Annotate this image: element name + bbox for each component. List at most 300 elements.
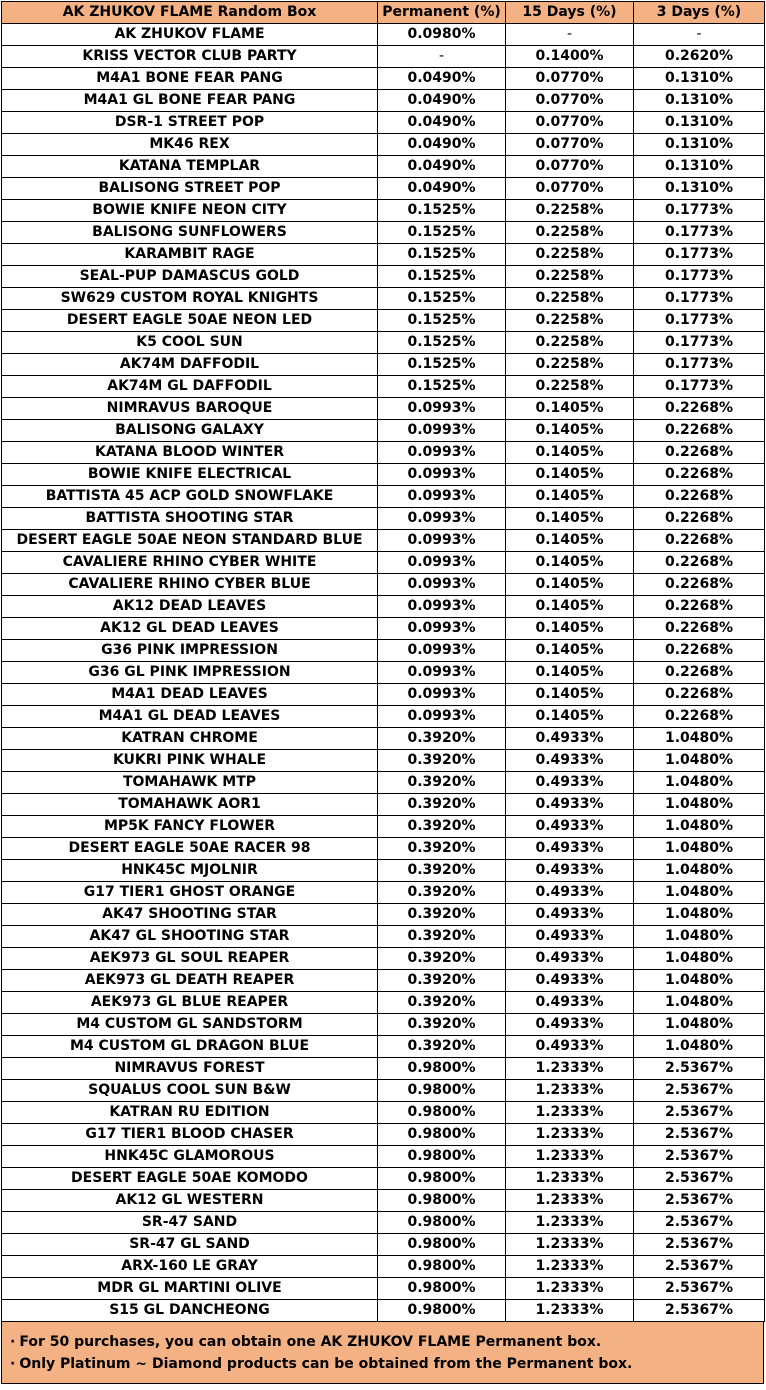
table-row (2, 618, 765, 640)
table-row (2, 68, 765, 90)
permanent-cell: 0.9800% (378, 1080, 506, 1102)
item-name-cell: M4 CUSTOM GL SANDSTORM (2, 1014, 378, 1036)
days-3-cell: 1.0480% (634, 992, 765, 1014)
table-row (2, 376, 765, 398)
days-15-cell: 0.4933% (506, 948, 634, 970)
days-3-cell: 1.0480% (634, 794, 765, 816)
table-row (2, 882, 765, 904)
permanent-cell: 0.9800% (378, 1102, 506, 1124)
table-row (2, 288, 765, 310)
days-3-cell: 2.5367% (634, 1234, 765, 1256)
days-15-cell: 0.2258% (506, 288, 634, 310)
table-row (2, 552, 765, 574)
table-row (2, 684, 765, 706)
item-name-cell: BOWIE KNIFE ELECTRICAL (2, 464, 378, 486)
table-row (2, 728, 765, 750)
item-name-cell: SR-47 GL SAND (2, 1234, 378, 1256)
item-name-cell: BATTISTA 45 ACP GOLD SNOWFLAKE (2, 486, 378, 508)
table-row (2, 1080, 765, 1102)
permanent-cell: 0.3920% (378, 948, 506, 970)
permanent-cell: 0.1525% (378, 288, 506, 310)
days-3-cell: 0.2268% (634, 662, 765, 684)
days-3-cell: 0.2268% (634, 618, 765, 640)
probability-sheet (1, 1, 764, 1384)
permanent-cell: 0.1525% (378, 222, 506, 244)
item-name-cell: CAVALIERE RHINO CYBER BLUE (2, 574, 378, 596)
days-3-cell: - (634, 24, 765, 46)
table-row (2, 90, 765, 112)
days-15-cell: 0.4933% (506, 904, 634, 926)
permanent-cell: 0.0993% (378, 464, 506, 486)
permanent-cell: 0.3920% (378, 1036, 506, 1058)
item-name-cell: AK74M GL DAFFODIL (2, 376, 378, 398)
days-15-cell: 1.2333% (506, 1102, 634, 1124)
item-name-cell: S15 GL DANCHEONG (2, 1300, 378, 1322)
table-row (2, 706, 765, 728)
days-3-cell: 0.1773% (634, 376, 765, 398)
days-15-cell: 0.1405% (506, 706, 634, 728)
permanent-cell: 0.3920% (378, 816, 506, 838)
permanent-cell: 0.9800% (378, 1146, 506, 1168)
table-row (2, 1014, 765, 1036)
permanent-cell: 0.9800% (378, 1190, 506, 1212)
days-3-cell: 2.5367% (634, 1190, 765, 1212)
item-name-cell: KATRAN CHROME (2, 728, 378, 750)
table-row (2, 134, 765, 156)
permanent-cell: 0.0993% (378, 640, 506, 662)
days-3-cell: 0.2268% (634, 398, 765, 420)
item-name-cell: M4A1 GL BONE FEAR PANG (2, 90, 378, 112)
table-row (2, 1190, 765, 1212)
item-name-cell: AK12 GL DEAD LEAVES (2, 618, 378, 640)
table-row (2, 1278, 765, 1300)
permanent-cell: 0.3920% (378, 970, 506, 992)
table-row (2, 1212, 765, 1234)
days-3-cell: 2.5367% (634, 1146, 765, 1168)
item-name-cell: G36 GL PINK IMPRESSION (2, 662, 378, 684)
item-name-cell: BALISONG STREET POP (2, 178, 378, 200)
days-3-cell: 0.2268% (634, 442, 765, 464)
days-3-cell: 0.2268% (634, 706, 765, 728)
table-row (2, 1256, 765, 1278)
days-15-cell: 1.2333% (506, 1146, 634, 1168)
table-row (2, 1058, 765, 1080)
table-row (2, 1146, 765, 1168)
days-15-cell: 0.1405% (506, 662, 634, 684)
permanent-cell: 0.1525% (378, 376, 506, 398)
days-15-cell: 0.2258% (506, 244, 634, 266)
days-3-cell: 1.0480% (634, 926, 765, 948)
days-3-cell: 1.0480% (634, 816, 765, 838)
days-3-cell: 0.2268% (634, 486, 765, 508)
days-15-cell: 0.0770% (506, 134, 634, 156)
bullet-icon: · (10, 1356, 16, 1372)
days-15-cell: 0.4933% (506, 860, 634, 882)
permanent-cell: 0.1525% (378, 200, 506, 222)
days-15-cell: - (506, 24, 634, 46)
days-15-cell: 0.2258% (506, 222, 634, 244)
table-row (2, 1300, 765, 1322)
table-row (2, 838, 765, 860)
probability-table (1, 1, 765, 1322)
table-row (2, 926, 765, 948)
notes-box (1, 1322, 764, 1384)
days-15-cell: 1.2333% (506, 1190, 634, 1212)
days-15-cell: 0.1405% (506, 464, 634, 486)
permanent-cell: 0.3920% (378, 904, 506, 926)
days-3-cell: 2.5367% (634, 1058, 765, 1080)
permanent-cell: 0.9800% (378, 1300, 506, 1322)
table-row (2, 178, 765, 200)
item-name-cell: ARX-160 LE GRAY (2, 1256, 378, 1278)
item-name-cell: DESERT EAGLE 50AE NEON STANDARD BLUE (2, 530, 378, 552)
item-name-cell: AK ZHUKOV FLAME (2, 24, 378, 46)
permanent-cell: 0.0993% (378, 706, 506, 728)
days-3-cell: 1.0480% (634, 970, 765, 992)
days-3-cell: 0.2620% (634, 46, 765, 68)
permanent-cell: 0.3920% (378, 992, 506, 1014)
item-name-cell: AK47 GL SHOOTING STAR (2, 926, 378, 948)
header-row (2, 2, 765, 24)
item-name-cell: BALISONG SUNFLOWERS (2, 222, 378, 244)
days-15-cell: 0.1405% (506, 420, 634, 442)
permanent-cell: 0.9800% (378, 1058, 506, 1080)
days-3-cell: 1.0480% (634, 750, 765, 772)
note-text: Only Platinum ~ Diamond products can be obtained from the Permanent box. (19, 1356, 633, 1372)
days-15-cell: 0.4933% (506, 794, 634, 816)
days-15-cell: 0.0770% (506, 68, 634, 90)
item-name-cell: M4A1 DEAD LEAVES (2, 684, 378, 706)
table-row (2, 574, 765, 596)
item-name-cell: AK12 DEAD LEAVES (2, 596, 378, 618)
table-row (2, 310, 765, 332)
permanent-cell: 0.3920% (378, 1014, 506, 1036)
header-item-name: AK ZHUKOV FLAME Random Box (2, 2, 378, 24)
table-row (2, 1124, 765, 1146)
days-3-cell: 1.0480% (634, 948, 765, 970)
days-3-cell: 2.5367% (634, 1212, 765, 1234)
item-name-cell: DESERT EAGLE 50AE NEON LED (2, 310, 378, 332)
table-row (2, 772, 765, 794)
permanent-cell: 0.3920% (378, 794, 506, 816)
header-3-days: 3 Days (%) (634, 2, 765, 24)
item-name-cell: MK46 REX (2, 134, 378, 156)
permanent-cell: 0.9800% (378, 1256, 506, 1278)
days-15-cell: 0.1405% (506, 640, 634, 662)
days-3-cell: 0.2268% (634, 574, 765, 596)
item-name-cell: AEK973 GL DEATH REAPER (2, 970, 378, 992)
item-name-cell: CAVALIERE RHINO CYBER WHITE (2, 552, 378, 574)
days-15-cell: 1.2333% (506, 1124, 634, 1146)
days-3-cell: 0.2268% (634, 420, 765, 442)
days-3-cell: 0.1310% (634, 68, 765, 90)
days-3-cell: 1.0480% (634, 860, 765, 882)
days-15-cell: 0.0770% (506, 90, 634, 112)
days-15-cell: 0.4933% (506, 816, 634, 838)
days-15-cell: 0.4933% (506, 992, 634, 1014)
permanent-cell: 0.3920% (378, 772, 506, 794)
permanent-cell: 0.1525% (378, 266, 506, 288)
table-row (2, 970, 765, 992)
table-row (2, 1234, 765, 1256)
days-15-cell: 1.2333% (506, 1300, 634, 1322)
permanent-cell: 0.0490% (378, 178, 506, 200)
item-name-cell: TOMAHAWK AOR1 (2, 794, 378, 816)
days-15-cell: 0.4933% (506, 926, 634, 948)
days-15-cell: 0.2258% (506, 354, 634, 376)
days-3-cell: 0.1773% (634, 200, 765, 222)
days-15-cell: 0.2258% (506, 310, 634, 332)
days-3-cell: 0.2268% (634, 640, 765, 662)
permanent-cell: 0.0993% (378, 486, 506, 508)
days-15-cell: 0.4933% (506, 882, 634, 904)
table-row (2, 750, 765, 772)
days-15-cell: 0.4933% (506, 838, 634, 860)
days-3-cell: 2.5367% (634, 1300, 765, 1322)
days-15-cell: 0.4933% (506, 970, 634, 992)
permanent-cell: 0.0993% (378, 442, 506, 464)
days-15-cell: 0.1405% (506, 596, 634, 618)
header-permanent: Permanent (%) (378, 2, 506, 24)
table-row (2, 24, 765, 46)
permanent-cell: 0.0993% (378, 618, 506, 640)
table-row (2, 156, 765, 178)
days-15-cell: 1.2333% (506, 1234, 634, 1256)
permanent-cell: 0.0980% (378, 24, 506, 46)
table-row (2, 332, 765, 354)
days-3-cell: 0.1773% (634, 244, 765, 266)
days-3-cell: 0.1773% (634, 288, 765, 310)
item-name-cell: KATANA TEMPLAR (2, 156, 378, 178)
days-3-cell: 0.2268% (634, 596, 765, 618)
days-3-cell: 0.1773% (634, 222, 765, 244)
days-15-cell: 1.2333% (506, 1080, 634, 1102)
table-row (2, 1168, 765, 1190)
table-row (2, 794, 765, 816)
days-15-cell: 0.1405% (506, 398, 634, 420)
item-name-cell: SQUALUS COOL SUN B&W (2, 1080, 378, 1102)
permanent-cell: 0.0490% (378, 156, 506, 178)
header-15-days: 15 Days (%) (506, 2, 634, 24)
days-15-cell: 0.0770% (506, 156, 634, 178)
permanent-cell: 0.3920% (378, 926, 506, 948)
item-name-cell: AK74M DAFFODIL (2, 354, 378, 376)
item-name-cell: KARAMBIT RAGE (2, 244, 378, 266)
days-15-cell: 0.2258% (506, 376, 634, 398)
item-name-cell: MDR GL MARTINI OLIVE (2, 1278, 378, 1300)
item-name-cell: KUKRI PINK WHALE (2, 750, 378, 772)
days-15-cell: 0.1400% (506, 46, 634, 68)
permanent-cell: 0.3920% (378, 882, 506, 904)
item-name-cell: KATANA BLOOD WINTER (2, 442, 378, 464)
days-3-cell: 0.1310% (634, 90, 765, 112)
permanent-cell: 0.0490% (378, 90, 506, 112)
item-name-cell: NIMRAVUS BAROQUE (2, 398, 378, 420)
table-row (2, 508, 765, 530)
days-3-cell: 0.2268% (634, 508, 765, 530)
permanent-cell: 0.0490% (378, 112, 506, 134)
table-row (2, 398, 765, 420)
table-row (2, 948, 765, 970)
item-name-cell: BOWIE KNIFE NEON CITY (2, 200, 378, 222)
table-row (2, 992, 765, 1014)
table-row (2, 486, 765, 508)
days-3-cell: 0.1773% (634, 332, 765, 354)
days-15-cell: 0.4933% (506, 1014, 634, 1036)
days-15-cell: 0.2258% (506, 266, 634, 288)
permanent-cell: 0.0993% (378, 530, 506, 552)
permanent-cell: 0.9800% (378, 1168, 506, 1190)
item-name-cell: BATTISTA SHOOTING STAR (2, 508, 378, 530)
days-3-cell: 1.0480% (634, 1036, 765, 1058)
permanent-cell: 0.0490% (378, 68, 506, 90)
table-row (2, 200, 765, 222)
item-name-cell: KRISS VECTOR CLUB PARTY (2, 46, 378, 68)
days-3-cell: 0.2268% (634, 684, 765, 706)
permanent-cell: 0.1525% (378, 310, 506, 332)
days-3-cell: 0.1773% (634, 266, 765, 288)
permanent-cell: 0.0490% (378, 134, 506, 156)
item-name-cell: KATRAN RU EDITION (2, 1102, 378, 1124)
table-body (2, 24, 765, 1322)
item-name-cell: G17 TIER1 GHOST ORANGE (2, 882, 378, 904)
days-3-cell: 0.2268% (634, 530, 765, 552)
days-15-cell: 0.2258% (506, 332, 634, 354)
table-row (2, 530, 765, 552)
item-name-cell: G17 TIER1 BLOOD CHASER (2, 1124, 378, 1146)
permanent-cell: - (378, 46, 506, 68)
permanent-cell: 0.3920% (378, 750, 506, 772)
item-name-cell: NIMRAVUS FOREST (2, 1058, 378, 1080)
permanent-cell: 0.1525% (378, 244, 506, 266)
permanent-cell: 0.1525% (378, 354, 506, 376)
days-3-cell: 0.1773% (634, 354, 765, 376)
days-15-cell: 0.4933% (506, 1036, 634, 1058)
table-row (2, 1102, 765, 1124)
item-name-cell: K5 COOL SUN (2, 332, 378, 354)
days-15-cell: 1.2333% (506, 1278, 634, 1300)
permanent-cell: 0.9800% (378, 1278, 506, 1300)
days-3-cell: 1.0480% (634, 882, 765, 904)
item-name-cell: M4 CUSTOM GL DRAGON BLUE (2, 1036, 378, 1058)
days-3-cell: 2.5367% (634, 1124, 765, 1146)
permanent-cell: 0.9800% (378, 1212, 506, 1234)
days-15-cell: 0.1405% (506, 508, 634, 530)
table-row (2, 420, 765, 442)
table-row (2, 354, 765, 376)
permanent-cell: 0.0993% (378, 574, 506, 596)
days-15-cell: 0.1405% (506, 684, 634, 706)
permanent-cell: 0.0993% (378, 508, 506, 530)
days-15-cell: 0.1405% (506, 486, 634, 508)
days-3-cell: 0.2268% (634, 552, 765, 574)
days-3-cell: 2.5367% (634, 1102, 765, 1124)
permanent-cell: 0.3920% (378, 838, 506, 860)
item-name-cell: HNK45C MJOLNIR (2, 860, 378, 882)
permanent-cell: 0.3920% (378, 860, 506, 882)
table-row (2, 112, 765, 134)
item-name-cell: M4A1 BONE FEAR PANG (2, 68, 378, 90)
table-row (2, 266, 765, 288)
permanent-cell: 0.0993% (378, 420, 506, 442)
days-15-cell: 1.2333% (506, 1212, 634, 1234)
permanent-cell: 0.9800% (378, 1234, 506, 1256)
days-3-cell: 1.0480% (634, 838, 765, 860)
days-15-cell: 0.4933% (506, 728, 634, 750)
days-3-cell: 0.2268% (634, 464, 765, 486)
permanent-cell: 0.3920% (378, 728, 506, 750)
permanent-cell: 0.9800% (378, 1124, 506, 1146)
days-3-cell: 1.0480% (634, 772, 765, 794)
item-name-cell: DSR-1 STREET POP (2, 112, 378, 134)
table-row (2, 816, 765, 838)
days-3-cell: 2.5367% (634, 1256, 765, 1278)
table-row (2, 46, 765, 68)
days-15-cell: 0.1405% (506, 530, 634, 552)
table-row (2, 596, 765, 618)
table-row (2, 860, 765, 882)
days-3-cell: 0.1773% (634, 310, 765, 332)
table-row (2, 244, 765, 266)
permanent-cell: 0.0993% (378, 684, 506, 706)
item-name-cell: SEAL-PUP DAMASCUS GOLD (2, 266, 378, 288)
days-15-cell: 1.2333% (506, 1168, 634, 1190)
days-15-cell: 0.0770% (506, 178, 634, 200)
table-row (2, 464, 765, 486)
item-name-cell: AK12 GL WESTERN (2, 1190, 378, 1212)
days-15-cell: 0.1405% (506, 552, 634, 574)
table-row (2, 640, 765, 662)
days-15-cell: 0.1405% (506, 442, 634, 464)
permanent-cell: 0.0993% (378, 398, 506, 420)
permanent-cell: 0.0993% (378, 552, 506, 574)
table-row (2, 904, 765, 926)
item-name-cell: AEK973 GL SOUL REAPER (2, 948, 378, 970)
item-name-cell: SR-47 SAND (2, 1212, 378, 1234)
item-name-cell: DESERT EAGLE 50AE KOMODO (2, 1168, 378, 1190)
permanent-cell: 0.0993% (378, 596, 506, 618)
item-name-cell: SW629 CUSTOM ROYAL KNIGHTS (2, 288, 378, 310)
days-15-cell: 0.4933% (506, 750, 634, 772)
days-3-cell: 2.5367% (634, 1080, 765, 1102)
days-15-cell: 1.2333% (506, 1256, 634, 1278)
note-permanent-box-grades (2, 1353, 763, 1375)
days-3-cell: 0.1310% (634, 112, 765, 134)
item-name-cell: TOMAHAWK MTP (2, 772, 378, 794)
days-3-cell: 1.0480% (634, 904, 765, 926)
days-15-cell: 1.2333% (506, 1058, 634, 1080)
days-3-cell: 0.1310% (634, 156, 765, 178)
days-15-cell: 0.4933% (506, 772, 634, 794)
days-15-cell: 0.0770% (506, 112, 634, 134)
item-name-cell: M4A1 GL DEAD LEAVES (2, 706, 378, 728)
table-row (2, 442, 765, 464)
table-row (2, 222, 765, 244)
note-text: For 50 purchases, you can obtain one AK ZHUKOV FLAME Permanent box. (19, 1334, 602, 1350)
table-row (2, 662, 765, 684)
item-name-cell: MP5K FANCY FLOWER (2, 816, 378, 838)
days-15-cell: 0.1405% (506, 574, 634, 596)
bullet-icon: · (10, 1334, 16, 1350)
item-name-cell: AEK973 GL BLUE REAPER (2, 992, 378, 1014)
days-15-cell: 0.1405% (506, 618, 634, 640)
days-3-cell: 0.1310% (634, 178, 765, 200)
table-row (2, 1036, 765, 1058)
days-3-cell: 2.5367% (634, 1278, 765, 1300)
days-3-cell: 1.0480% (634, 1014, 765, 1036)
days-15-cell: 0.2258% (506, 200, 634, 222)
item-name-cell: G36 PINK IMPRESSION (2, 640, 378, 662)
